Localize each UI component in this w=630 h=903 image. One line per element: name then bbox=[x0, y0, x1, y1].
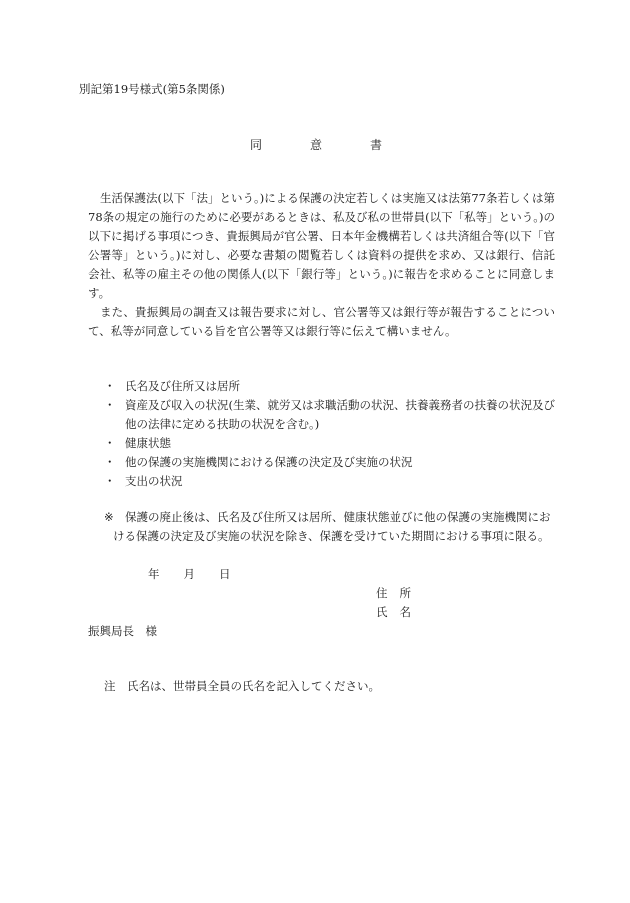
document-title bbox=[250, 136, 382, 155]
addressee: 振興局長 様 bbox=[88, 624, 157, 638]
item-text: 他の保護の実施機関における保護の決定及び実施の状況 bbox=[125, 455, 413, 469]
name-field bbox=[376, 603, 411, 622]
item-text: 氏名及び住所又は居所 bbox=[125, 379, 240, 393]
item-text: 支出の状況 bbox=[125, 474, 183, 488]
bullet-mark: ・ bbox=[104, 474, 116, 488]
consent-item-list bbox=[104, 377, 564, 491]
name-label-1: 氏 bbox=[376, 605, 388, 619]
date-line bbox=[148, 565, 231, 584]
item-text: 健康状態 bbox=[125, 436, 171, 450]
title-char-2: 意 bbox=[310, 138, 323, 152]
list-item bbox=[104, 434, 564, 453]
footnote: 注 氏名は、世帯員全員の氏名を記入してください。 bbox=[104, 679, 380, 693]
bullet-mark: ・ bbox=[104, 398, 116, 412]
asterisk-mark: ※ bbox=[104, 510, 114, 524]
list-item bbox=[104, 396, 564, 434]
address-field bbox=[376, 584, 411, 603]
date-year-label: 年 bbox=[148, 567, 160, 581]
address-label-1: 住 bbox=[376, 586, 388, 600]
date-month-label: 月 bbox=[183, 567, 195, 581]
note-line-1: 保護の廃止後は、氏名及び住所又は居所、健康状態並びに他の保護の実施機関にお bbox=[125, 510, 551, 524]
bullet-mark: ・ bbox=[104, 455, 116, 469]
bullet-mark: ・ bbox=[104, 379, 116, 393]
consent-paragraph-2: また、貴振興局の調査又は報告要求に対し、官公署等又は銀行等が報告することについて、私等が同意している旨を官公署等又は銀行等に伝えて構いません。 bbox=[88, 305, 555, 338]
post-termination-note bbox=[104, 508, 564, 546]
list-item bbox=[104, 453, 564, 472]
name-label-2: 名 bbox=[399, 605, 411, 619]
consent-body bbox=[88, 189, 555, 341]
date-day-label: 日 bbox=[219, 567, 231, 581]
title-char-1: 同 bbox=[250, 138, 263, 152]
list-item bbox=[104, 377, 564, 396]
item-text: 資産及び収入の状況(生業、就労又は求職活動の状況、扶養義務者の扶養の状況及び他の法律に定める扶助の状況を含む。) bbox=[125, 398, 555, 431]
address-label-2: 所 bbox=[399, 586, 411, 600]
note-line-2: ける保護の決定及び実施の状況を除き、保護を受けていた期間における事項に限る。 bbox=[113, 529, 550, 543]
consent-paragraph-1: 生活保護法(以下「法」という。)による保護の決定若しくは実施又は法第77条若しくは第78条の規定の施行のために必要があるときは、私及び私の世帯員(以下「私等」という。)の以下に掲げる事項につき、貴振興局が官公署、日本年金機構若しくは共済組合等(以下「官公署等」という。)に対し、必要な書類の閲覧若しくは資料の提供を求め、又は銀行、信託会社、私等の雇主その他の関係人(以下「銀行等」という。)に報告を求めることに同意します。 bbox=[88, 191, 555, 300]
form-number: 別記第19号様式(第5条関係) bbox=[79, 82, 225, 96]
list-item bbox=[104, 472, 564, 491]
title-char-3: 書 bbox=[370, 138, 383, 152]
bullet-mark: ・ bbox=[104, 436, 116, 450]
